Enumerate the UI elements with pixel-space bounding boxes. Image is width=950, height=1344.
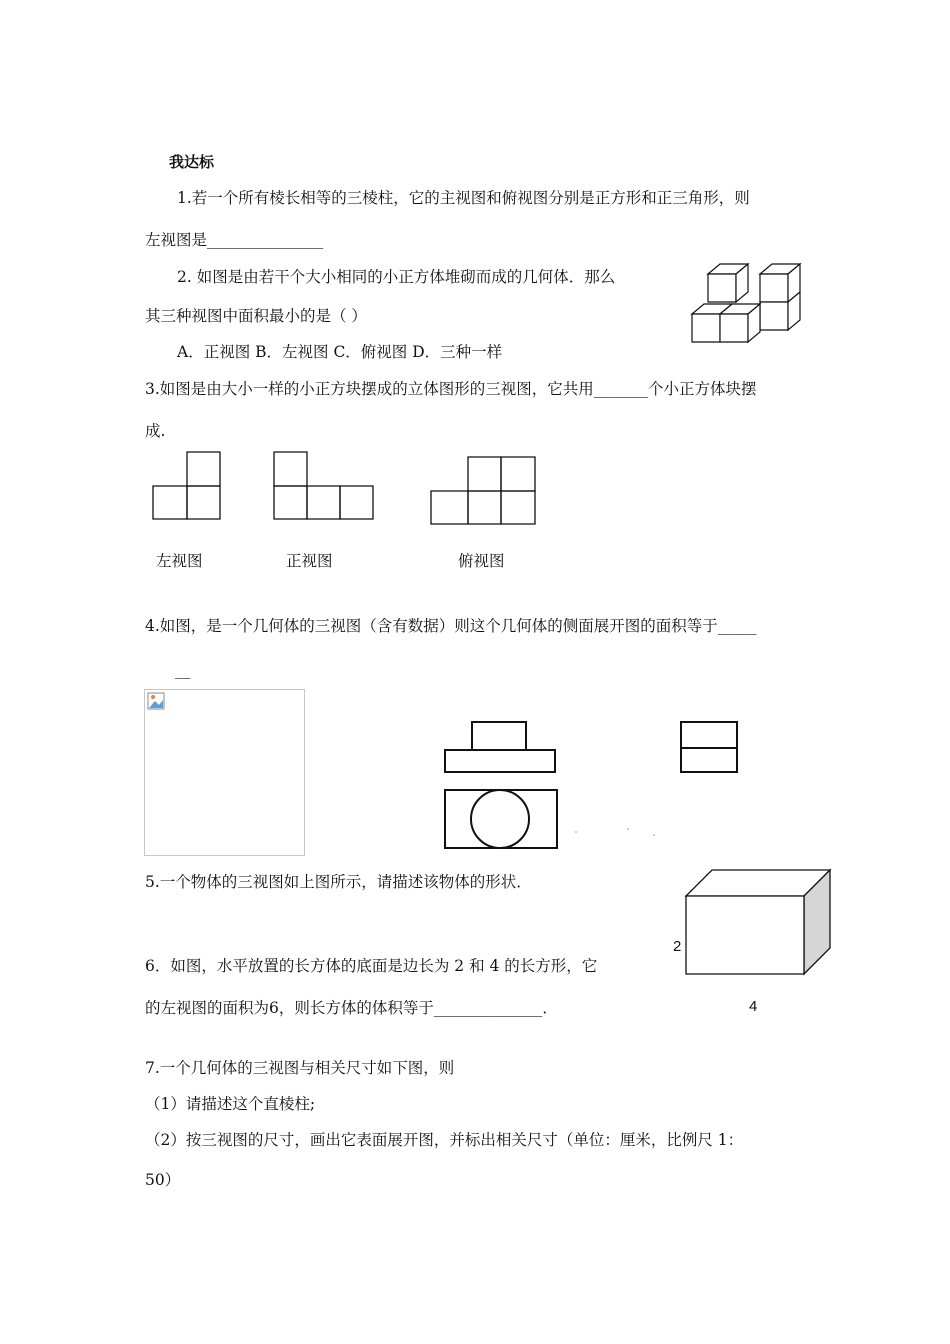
q3-line2: 成. [145,422,166,440]
q4-front-view [442,720,558,776]
left-view-label: 左视图 [156,552,203,570]
section-title: 我达标 [169,153,215,171]
q4-line1: 4.如图，是一个几何体的三视图（含有数据）则这个几何体的侧面展开图的面积等于_____ [145,617,757,635]
cube-stack-figure [688,262,808,346]
top-view-figure [428,455,540,527]
q4-top-view [442,787,560,851]
q4-line2: __ [175,661,191,679]
cuboid-height-label: 2 [673,938,682,955]
cuboid-width-label: 4 [749,998,758,1015]
cuboid-figure [684,868,834,978]
front-view-label: 正视图 [286,552,333,570]
q1-line1: 1.若一个所有棱长相等的三棱柱，它的主视图和俯视图分别是正方形和正三角形，则 [177,189,750,207]
front-view-figure [271,450,377,522]
q7-line2: （1）请描述这个直棱柱; [145,1095,316,1113]
broken-image-icon [147,692,165,710]
top-view-label: 俯视图 [458,552,505,570]
q3-line1: 3.如图是由大小一样的小正方块摆成的立体图形的三视图，它共用_______个小正方体块摆 [145,380,757,398]
q2-options: A．正视图 B．左视图 C．俯视图 D．三种一样 [177,343,503,361]
q4-side-view [678,720,740,774]
q2-line2: 其三种视图中面积最小的是（ ） [145,307,367,325]
q1-line2: 左视图是_______________ [145,231,324,249]
left-view-figure [150,450,224,522]
q5-line1: 5.一个物体的三视图如上图所示，请描述该物体的形状． [145,873,532,891]
q6-line2: 的左视图的面积为6，则长方体的体积等于______________． [145,999,558,1017]
q7-line3: （2）按三视图的尺寸，画出它表面展开图，并标出相关尺寸（单位：厘米，比例尺 1： [145,1131,744,1149]
q7-line4: 50） [145,1171,181,1189]
scan-dots [570,823,660,835]
broken-image-placeholder [144,689,305,856]
q7-line1: 7.一个几何体的三视图与相关尺寸如下图，则 [145,1059,455,1077]
q2-line1: 2. 如图是由若干个大小相同的小正方体堆砌而成的几何体．那么 [177,268,616,286]
q6-line1: 6．如图，水平放置的长方体的底面是边长为 2 和 4 的长方形，它 [145,957,598,975]
